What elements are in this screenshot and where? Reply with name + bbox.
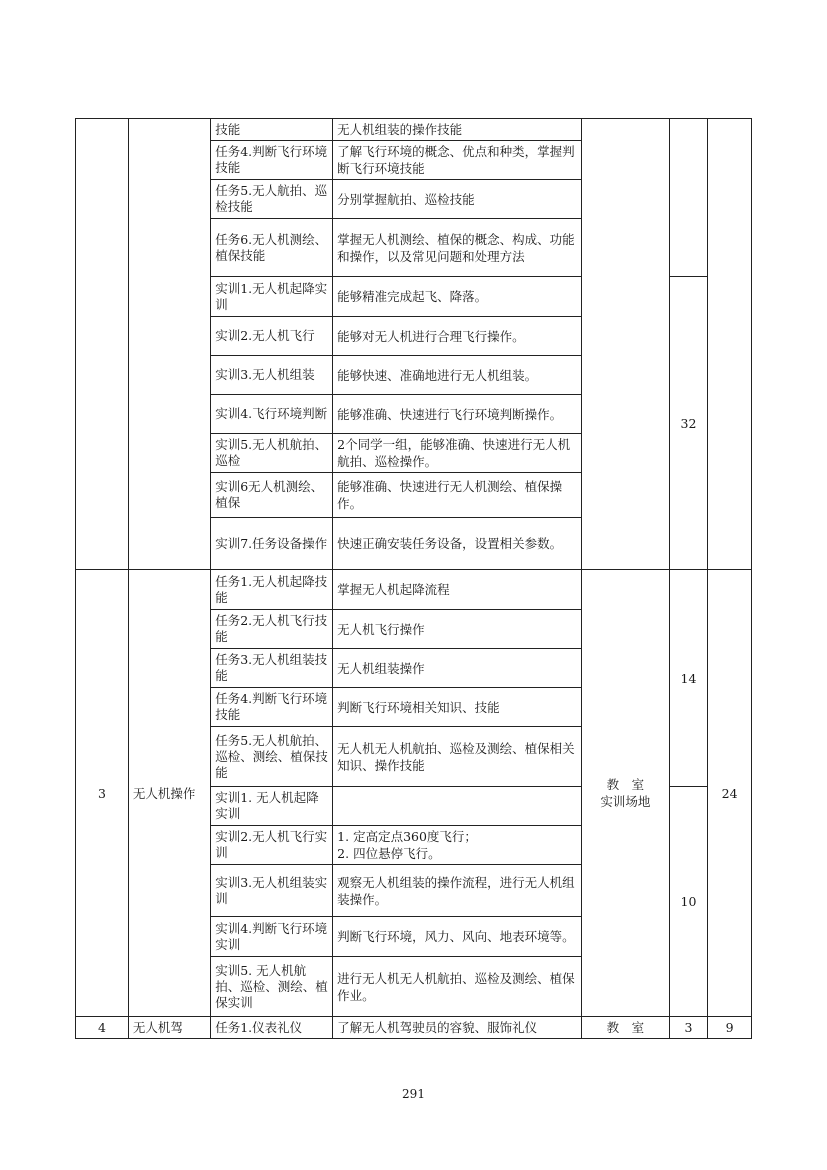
hours-total-cell [708,119,752,570]
requirement-cell: 掌握无人机起降流程 [333,570,582,610]
task-cell: 实训1. 无人机起降实训 [211,787,333,826]
requirement-cell: 进行无人机无人机航拍、巡检及测绘、植保作业。 [333,957,582,1017]
location-cell: 教 室 实训场地 [582,570,669,1017]
requirement-cell: 能够快速、准确地进行无人机组装。 [333,356,582,395]
task-cell: 任务1.仪表礼仪 [211,1017,333,1039]
requirement-cell: 能够对无人机进行合理飞行操作。 [333,317,582,356]
task-cell: 技能 [211,119,333,141]
task-cell: 任务6.无人机测绘、植保技能 [211,219,333,277]
task-cell: 实训1.无人机起降实训 [211,277,333,317]
requirement-cell: 1. 定高定点360度飞行； 2. 四位悬停飞行。 [333,826,582,865]
requirement-cell: 观察无人机组装的操作流程，进行无人机组装操作。 [333,865,582,917]
requirement-cell: 能够精准完成起飞、降落。 [333,277,582,317]
task-cell: 实训4.判断飞行环境实训 [211,917,333,957]
table-row [76,1017,752,1039]
requirement-cell: 无人机组装操作 [333,649,582,688]
requirement-cell: 能够准确、快速进行无人机测绘、植保操作。 [333,473,582,518]
table-row [76,570,752,610]
task-cell: 任务3.无人机组装技能 [211,649,333,688]
module-no-cell [76,119,129,570]
hours-cell: 32 [669,277,708,570]
task-cell: 任务1.无人机起降技能 [211,570,333,610]
task-cell: 任务4.判断飞行环境技能 [211,688,333,727]
requirement-cell: 了解飞行环境的概念、优点和种类，掌握判断飞行环境技能 [333,141,582,180]
location-cell [582,119,669,570]
task-cell: 实训5.无人机航拍、巡检 [211,434,333,473]
requirement-cell [333,787,582,826]
module-name-cell [128,119,210,570]
hours-cell: 10 [669,787,708,1017]
curriculum-table [75,118,752,1039]
requirement-cell: 了解无人机驾驶员的容貌、服饰礼仪 [333,1017,582,1039]
requirement-cell: 掌握无人机测绘、植保的概念、构成、功能和操作，以及常见问题和处理方法 [333,219,582,277]
module-no-cell: 3 [76,570,129,1017]
requirement-cell: 无人机无人机航拍、巡检及测绘、植保相关知识、操作技能 [333,727,582,787]
hours-cell: 14 [669,570,708,787]
task-cell: 实训6无人机测绘、植保 [211,473,333,518]
requirement-cell: 判断飞行环境，风力、风向、地表环境等。 [333,917,582,957]
task-cell: 实训3.无人机组装实训 [211,865,333,917]
task-cell: 任务5.无人机航拍、巡检、测绘、植保技能 [211,727,333,787]
task-cell: 实训2.无人机飞行实训 [211,826,333,865]
task-cell: 实训4.飞行环境判断 [211,395,333,434]
task-cell: 实训5. 无人机航拍、巡检、测绘、植保实训 [211,957,333,1017]
task-cell: 任务4.判断飞行环境技能 [211,141,333,180]
task-cell: 实训3.无人机组装 [211,356,333,395]
task-cell: 实训2.无人机飞行 [211,317,333,356]
module-name-cell: 无人机驾 [128,1017,210,1039]
requirement-cell: 分别掌握航拍、巡检技能 [333,180,582,219]
requirement-cell: 快速正确安装任务设备，设置相关参数。 [333,518,582,570]
task-cell: 任务2.无人机飞行技能 [211,610,333,649]
task-cell: 任务5.无人航拍、巡检技能 [211,180,333,219]
requirement-cell: 无人机飞行操作 [333,610,582,649]
hours-cell: 3 [669,1017,708,1039]
module-name-cell: 无人机操作 [128,570,210,1017]
hours-total-cell: 24 [708,570,752,1017]
page-number: 291 [402,1087,425,1101]
requirement-cell: 无人机组装的操作技能 [333,119,582,141]
location-cell: 教 室 [582,1017,669,1039]
module-no-cell: 4 [76,1017,129,1039]
task-cell: 实训7.任务设备操作 [211,518,333,570]
hours-total-cell: 9 [708,1017,752,1039]
requirement-cell: 判断飞行环境相关知识、技能 [333,688,582,727]
requirement-cell: 2个同学一组，能够准确、快速进行无人机航拍、巡检操作。 [333,434,582,473]
requirement-cell: 能够准确、快速进行飞行环境判断操作。 [333,395,582,434]
hours-cell [669,119,708,277]
table-row [76,119,752,141]
